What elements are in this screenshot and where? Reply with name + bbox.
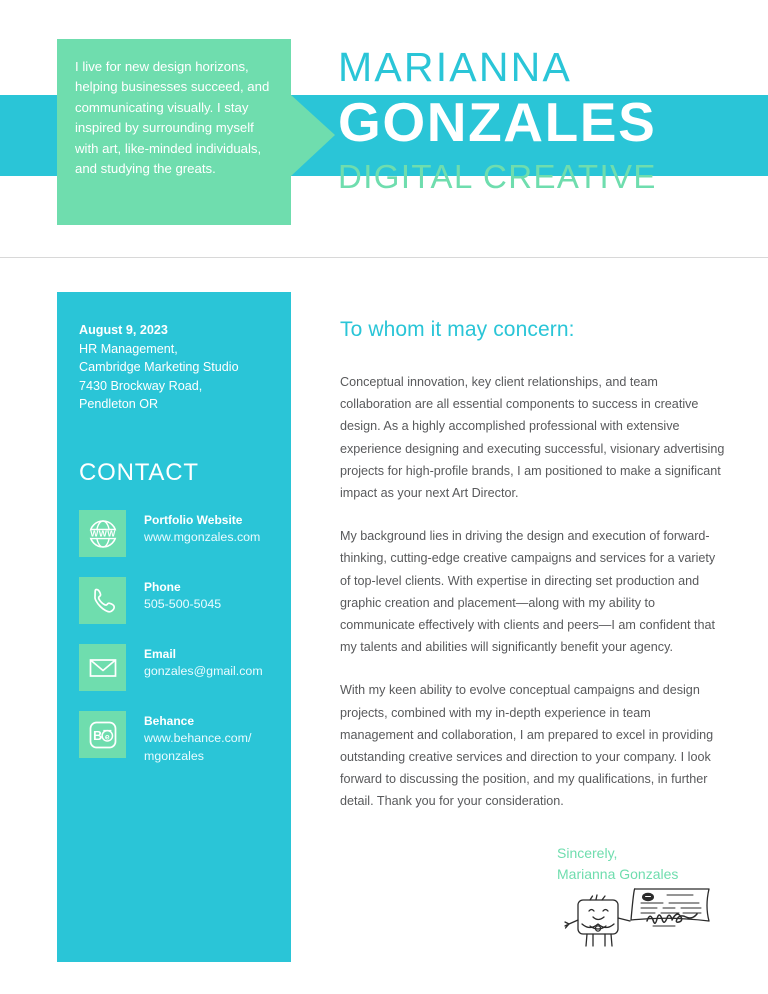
svg-text:WWW: WWW xyxy=(89,528,116,539)
contact-label: Email xyxy=(144,647,177,661)
contact-item-behance[interactable] xyxy=(79,711,284,765)
contact-section-heading: CONTACT xyxy=(79,459,199,486)
signing-person-doodle-illustration xyxy=(549,886,729,958)
contact-text-phone xyxy=(144,577,221,614)
personal-quote: I live for new design horizons, helping businesses succeed, and communicating visually. I stay inspired by surrounding myself with art, like-minded individuals, and studying the greats. xyxy=(75,59,270,177)
contact-value: 505-500-5045 xyxy=(144,597,222,611)
signature-block xyxy=(557,843,757,885)
contact-list xyxy=(79,510,284,785)
envelope-icon xyxy=(79,644,126,691)
letter-body xyxy=(340,316,726,834)
name-title-block xyxy=(338,44,758,197)
letter-paragraph: Conceptual innovation, key client relationships, and team collaboration are all essential components to success in creative design. As a highly accomplished professional with extensive experience designing and executing successful, visionary advertising projects for high-profile brands, I am positioned to make a significant impact as your next Art Director. xyxy=(340,375,725,501)
svg-text:B: B xyxy=(92,728,102,743)
address-line: HR Management, xyxy=(79,341,178,356)
contact-item-phone[interactable] xyxy=(79,577,284,624)
first-name: MARIANNA xyxy=(338,44,573,90)
address-line: Cambridge Marketing Studio xyxy=(79,360,239,375)
address-line: 7430 Brockway Road, xyxy=(79,378,203,393)
signature-name: Marianna Gonzales xyxy=(557,866,679,882)
contact-text-email xyxy=(144,644,263,681)
header-divider xyxy=(0,257,768,258)
letter-date: August 9, 2023 xyxy=(79,323,168,337)
letter-paragraph: With my keen ability to evolve conceptual campaigns and design projects, combined with my in-depth experience in team management and collaboration, I am prepared to excel in providing outstanding creative services and direction to your company. I look forward to discussing the position, and my qualifications, in further detail. Thank you for your consideration. xyxy=(340,683,714,809)
contact-item-portfolio[interactable] xyxy=(79,510,284,557)
contact-value: www.behance.com/ mgonzales xyxy=(144,731,252,763)
last-name: GONZALES xyxy=(338,91,657,153)
globe-www-icon xyxy=(79,510,126,557)
signature-closing: Sincerely, xyxy=(557,845,618,861)
behance-icon xyxy=(79,711,126,758)
address-line: Pendleton OR xyxy=(79,397,159,412)
svg-text:e: e xyxy=(104,731,110,741)
letter-salutation: To whom it may concern: xyxy=(340,318,575,341)
contact-text-behance xyxy=(144,711,284,765)
contact-value: gonzales@gmail.com xyxy=(144,664,263,678)
contact-item-email[interactable] xyxy=(79,644,284,691)
contact-label: Behance xyxy=(144,714,195,728)
job-title: DIGITAL CREATIVE xyxy=(338,158,657,195)
document-header xyxy=(0,0,768,258)
contact-text-portfolio xyxy=(144,510,260,547)
contact-sidebar xyxy=(57,292,291,962)
contact-label: Phone xyxy=(144,580,181,594)
quote-box-arrow xyxy=(291,95,335,176)
contact-value: www.mgonzales.com xyxy=(144,530,261,544)
phone-icon xyxy=(79,577,126,624)
recipient-address xyxy=(79,321,279,414)
letter-paragraph: My background lies in driving the design and execution of forward-thinking, cutting-edge creative campaigns and services for a variety of top-level clients. With expertise in directing set production and graphic creation and placement—along with my ability to communicate effectively with clients and peers—I am confident that my talents and abilities will significantly benefit your agency. xyxy=(340,529,716,655)
contact-label: Portfolio Website xyxy=(144,513,243,527)
